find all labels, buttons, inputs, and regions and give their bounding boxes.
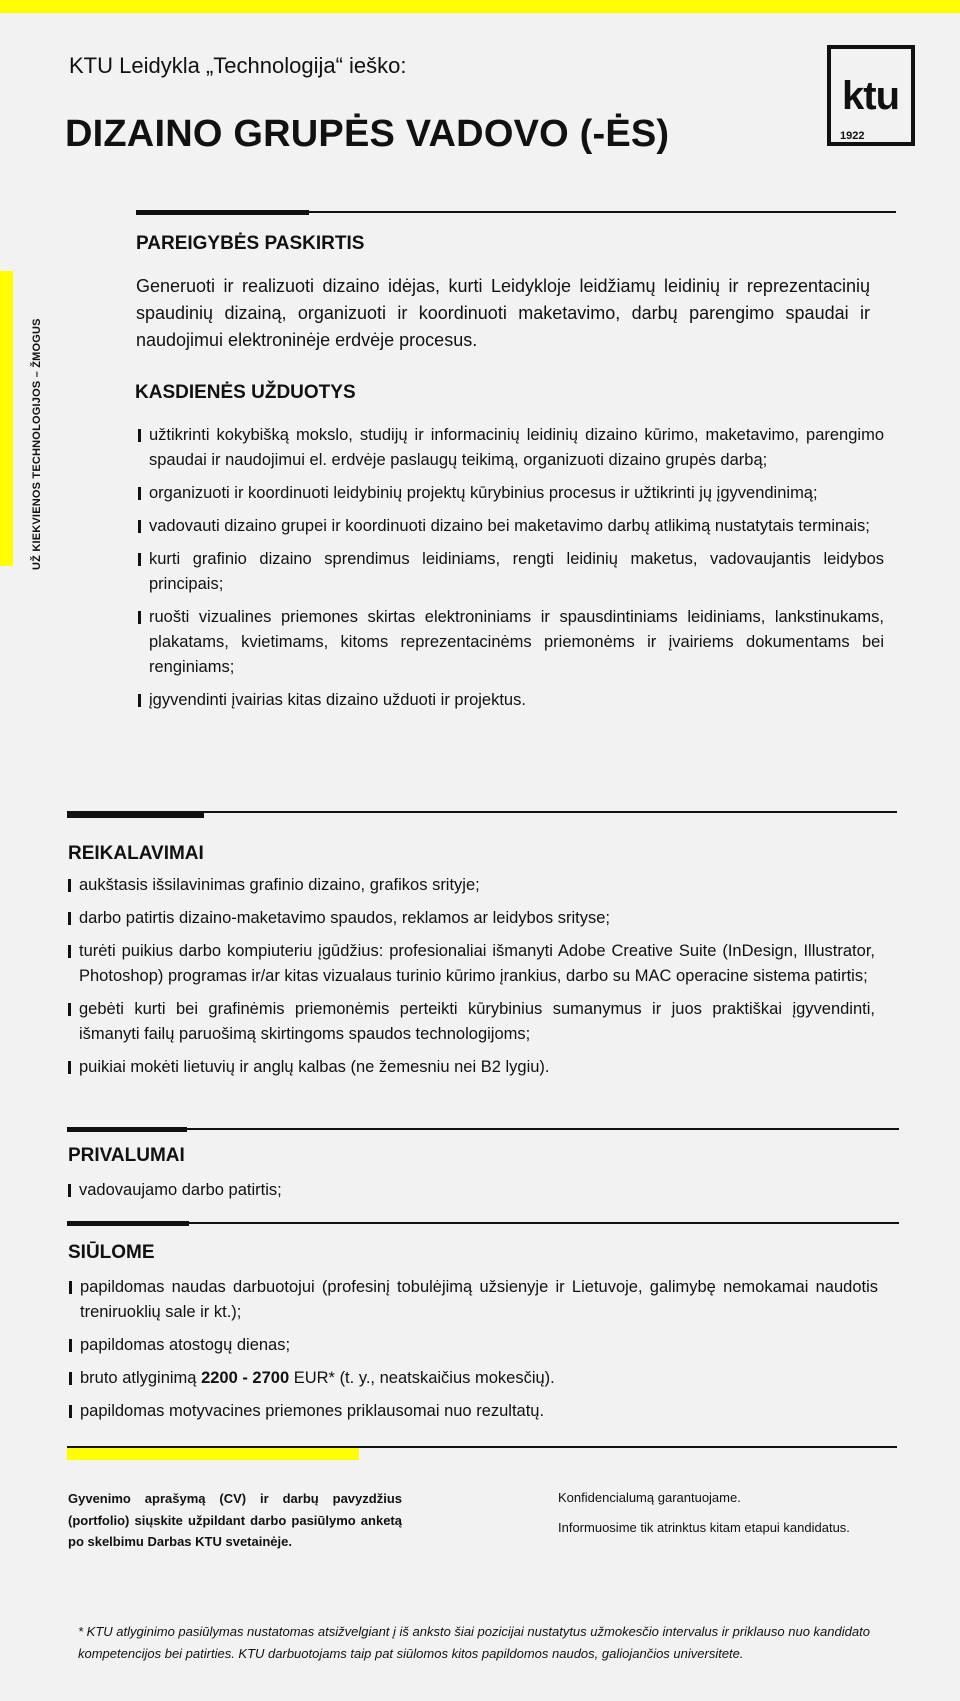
logo-text: ktu: [842, 74, 899, 118]
list-item: darbo patirtis dizaino-maketavimo spaudos, reklamos ar leidybos srityse;: [67, 906, 875, 931]
list-item: užtikrinti kokybišką mokslo, studijų ir informacinių leidinių dizaino kūrimo, maketavimo, parengimo spaudai ir naudojimui el. erdvėje paslaugų teikimą, organizuoti dizaino grupės darbą;: [137, 423, 884, 473]
list-item: papildomas naudas darbuotojui (profesinį tobulėjimą užsienyje ir Lietuvoje, galimybę nemokamai naudotis treniruoklių sale ir kt.);: [68, 1275, 878, 1325]
slogan-vertical: UŽ KIEKVIENOS TECHNOLOGIJOS – ŽMOGUS: [31, 318, 43, 570]
advantages-heading: PRIVALUMAI: [68, 1145, 185, 1166]
divider-accent: [67, 1127, 187, 1132]
requirements-heading: REIKALAVIMAI: [68, 843, 204, 864]
list-item: ruošti vizualines priemones skirtas elektroniniams ir spausdintiniams leidiniams, lankstinukams, plakatams, kvietimams, kitoms reprezentacinėms priemonėms ir įvairiems dokumentams bei renginiams;: [137, 605, 884, 680]
divider: [67, 1222, 899, 1224]
requirements-list: [67, 873, 875, 1088]
side-accent-bar: [0, 271, 13, 566]
apply-instructions: Gyvenimo aprašymą (CV) ir darbų pavyzdžius (portfolio) siųskite užpildant darbo pasiūlymo anketą po skelbimu Darbas KTU svetainėje.: [68, 1491, 402, 1549]
offer-heading: SIŪLOME: [68, 1242, 155, 1263]
salary-item: [68, 1366, 878, 1391]
daily-list: [137, 423, 884, 721]
divider-accent: [67, 813, 204, 818]
salary-prefix: bruto atlyginimą: [80, 1369, 202, 1387]
list-item: puikiai mokėti lietuvių ir anglų kalbas (ne žemesniu nei B2 lygiu).: [67, 1055, 875, 1080]
list-item: aukštasis išsilavinimas grafinio dizaino, grafikos srityje;: [67, 873, 875, 898]
yellow-accent: [67, 1448, 359, 1460]
page-title: DIZAINO GRUPĖS VADOVO (-ĖS): [65, 113, 670, 155]
list-item: turėti puikius darbo kompiuteriu įgūdžius: profesionaliai išmanyti Adobe Creative Suite (InDesign, Illustrator, Photoshop) programas ir/ar kitas vizualaus turinio kūrimo įrankius, darbo su MAC operacine sistema patirtis;: [67, 939, 875, 989]
duties-text: Generuoti ir realizuoti dizaino idėjas, kurti Leidykloje leidžiamų leidinių ir reprezentacinių spaudinių dizainą, organizuoti ir koordinuoti maketavimo, darbų parengimo spaudai ir naudojimui elektroninėje erdvėje procesus.: [136, 276, 870, 350]
advantages-list: [67, 1178, 875, 1203]
divider-accent: [67, 1221, 189, 1226]
salary-suffix: EUR* (t. y., neatskaičius mokesčių).: [289, 1369, 555, 1387]
top-accent-bar: [0, 0, 960, 13]
confidentiality-note: Konfidencialumą garantuojame.: [558, 1490, 741, 1505]
list-item: organizuoti ir koordinuoti leidybinių projektų kūrybinius procesus ir užtikrinti jų įgyvendinimą;: [137, 481, 884, 506]
salary-amount: 2200 - 2700: [201, 1369, 290, 1387]
list-item: papildomas atostogų dienas;: [68, 1333, 878, 1358]
list-item: papildomas motyvacines priemones priklausomai nuo rezultatų.: [68, 1399, 878, 1424]
salary-footnote: * KTU atlyginimo pasiūlymas nustatomas atsižvelgiant į iš anksto šiai pozicijai nustatytus užmokesčio intervalus ir priklauso nuo kandidato kompetencijos bei patirties. KTU darbuotojams taip pat siūlomos kitos papildomos naudos, galiojančios universitete.: [78, 1624, 870, 1661]
intro-text: KTU Leidykla „Technologija“ ieško:: [69, 53, 407, 78]
list-item: gebėti kurti bei grafinėmis priemonėmis perteikti kūrybinius sumanymus ir juos praktiškai įgyvendinti, išmanyti failų paruošimą skirtingoms spaudos technologijoms;: [67, 997, 875, 1047]
list-item: kurti grafinio dizaino sprendimus leidiniams, rengti leidinių maketus, vadovaujantis leidybos principais;: [137, 547, 884, 597]
daily-heading: KASDIENĖS UŽDUOTYS: [135, 382, 356, 403]
divider: [67, 1128, 899, 1130]
list-item: vadovaujamo darbo patirtis;: [67, 1178, 875, 1203]
list-item: įgyvendinti įvairias kitas dizaino užduoti ir projektus.: [137, 688, 884, 713]
ktu-logo: [827, 45, 915, 146]
logo-year: 1922: [840, 130, 865, 142]
selection-note: Informuosime tik atrinktus kitam etapui kandidatus.: [558, 1520, 850, 1535]
duties-heading: PAREIGYBĖS PASKIRTIS: [136, 233, 365, 254]
offer-list: [68, 1275, 878, 1432]
divider-accent: [136, 210, 309, 215]
list-item: vadovauti dizaino grupei ir koordinuoti dizaino bei maketavimo darbų atlikimą nustatytais terminais;: [137, 514, 884, 539]
